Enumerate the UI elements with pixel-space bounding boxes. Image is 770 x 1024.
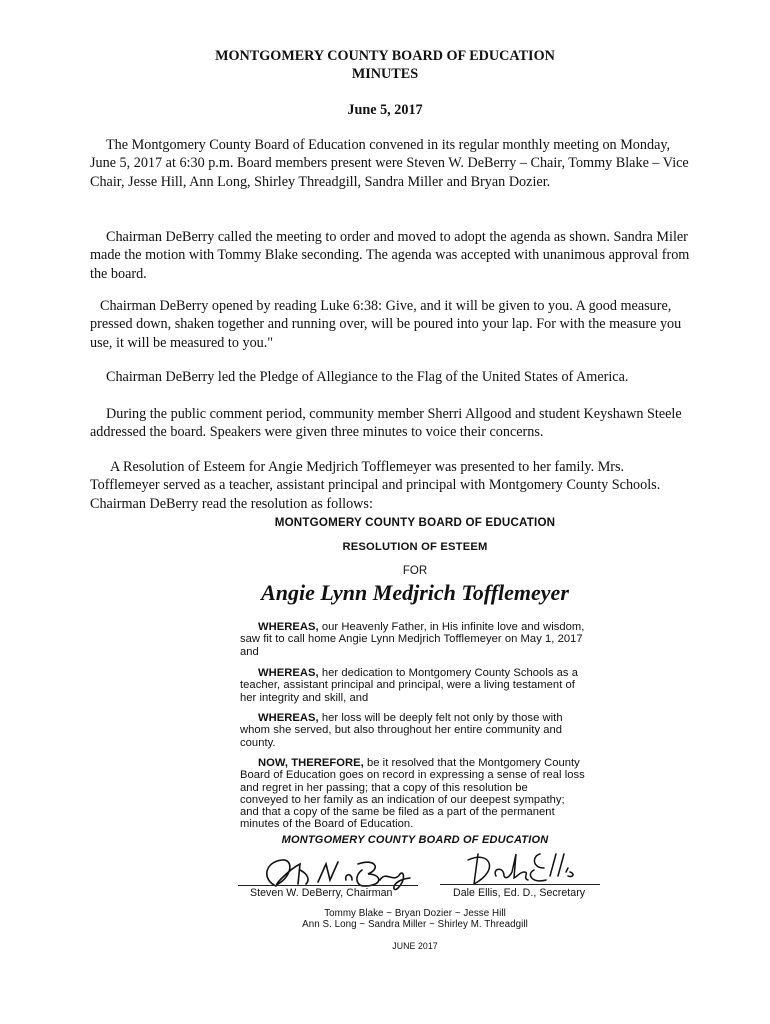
clause-line: her integrity and skill, and	[240, 691, 369, 704]
paragraph-pledge: Chairman DeBerry led the Pledge of Allegiance to the Flag of the United States of America.	[106, 369, 629, 385]
minutes-subtitle: MINUTES	[351, 66, 419, 82]
clause-line: conveyed to her family as an indication of our deepest sympathy;	[240, 793, 565, 806]
clause-lead: WHEREAS,	[258, 712, 319, 724]
paragraph-opening: The Montgomery County Board of Education convened in its regular monthly meeting on Monday, June 5, 2017 at 6:30 p.m. Board members present were Steven W. DeBerry – Chair, Tommy Blake – Vice Chair, Jesse Hill, Ann Long, Shirley Threadgill, Sandra Miller and Bryan Dozier.	[90, 137, 689, 190]
paragraph-resolution-intro: A Resolution of Esteem for Angie Medjrich Tofflemeyer was presented to her family. Mrs. Tofflemeyer served as a teacher, assistant principal and principal with Montgomery County Schools. Chairman DeBerry read the resolution as follows:	[90, 459, 661, 512]
clause-line: our Heavenly Father, in His infinite love and wisdom,	[321, 621, 585, 633]
whereas-clause-3	[240, 712, 620, 749]
clause-line: her loss will be deeply felt not only by those with	[321, 712, 563, 724]
clause-line: teacher, assistant principal and principal, were a living testament of	[240, 679, 575, 692]
secretary-name: Dale Ellis, Ed. D., Secretary	[453, 887, 586, 899]
clause-lead: WHEREAS,	[258, 621, 319, 633]
clause-line: minutes of the Board of Education.	[240, 818, 414, 831]
meeting-date: June 5, 2017	[347, 102, 423, 118]
resolution-board-name: MONTGOMERY COUNTY BOARD OF EDUCATION	[274, 516, 556, 529]
secretary-signature-stroke	[468, 854, 573, 884]
clause-line: and	[240, 645, 259, 658]
board-members-line-1: Tommy Blake ~ Bryan Dozier ~ Jesse Hill	[324, 908, 506, 919]
clause-line: county.	[240, 736, 276, 749]
board-members-line-2: Ann S. Long ~ Sandra Miller ~ Shirley M. Threadgill	[302, 919, 528, 930]
whereas-clause-1	[240, 621, 620, 658]
now-therefore-clause	[240, 757, 620, 831]
whereas-clause-2	[240, 667, 620, 704]
clause-line: her dedication to Montgomery County Schools as a	[321, 667, 578, 679]
clause-line: and that a copy of the same be filed as a part of the permanent	[240, 806, 555, 819]
paragraph-public-comment: During the public comment period, community member Sherri Allgood and student Keyshawn Steele addressed the board. Speakers were given three minutes to voice their concerns.	[90, 406, 682, 441]
secretary-signature-line	[440, 884, 600, 885]
clause-line: be it resolved that the Montgomery County	[366, 757, 580, 769]
resolution-heading: RESOLUTION OF ESTEEM	[342, 541, 488, 553]
resolution-date: JUNE 2017	[392, 941, 438, 951]
clause-line: and regret in her passing; that a copy of this resolution be	[240, 781, 528, 794]
clause-lead: WHEREAS,	[258, 667, 319, 679]
chair-name: Steven W. DeBerry, Chairman	[250, 887, 393, 899]
paragraph-scripture: Chairman DeBerry opened by reading Luke 6:38: Give, and it will be given to you. A good measure, pressed down, shaken together and running over, will be poured into your lap. For with the measure you use, it will be measured to you."	[90, 298, 682, 351]
clause-line: Board of Education goes on record in expressing a sense of real loss	[240, 769, 585, 782]
clause-line: saw fit to call home Angie Lynn Medjrich Tofflemeyer on May 1, 2017	[240, 633, 583, 646]
clause-line: whom she served, but also throughout her entire community and	[240, 724, 563, 737]
resolution-for-label: FOR	[402, 565, 428, 577]
minutes-title: MONTGOMERY COUNTY BOARD OF EDUCATION	[215, 48, 555, 64]
closing-board-name: MONTGOMERY COUNTY BOARD OF EDUCATION	[281, 834, 549, 846]
honoree-name: Angie Lynn Medjrich Tofflemeyer	[261, 580, 569, 605]
clause-lead: NOW, THEREFORE,	[258, 757, 364, 769]
paragraph-agenda: Chairman DeBerry called the meeting to order and moved to adopt the agenda as shown. Sandra Miler made the motion with Tommy Blake seconding. The agenda was accepted with unanimous approval from the board.	[90, 229, 690, 282]
secretary-signature	[460, 846, 580, 892]
chair-signature-line	[238, 885, 418, 886]
